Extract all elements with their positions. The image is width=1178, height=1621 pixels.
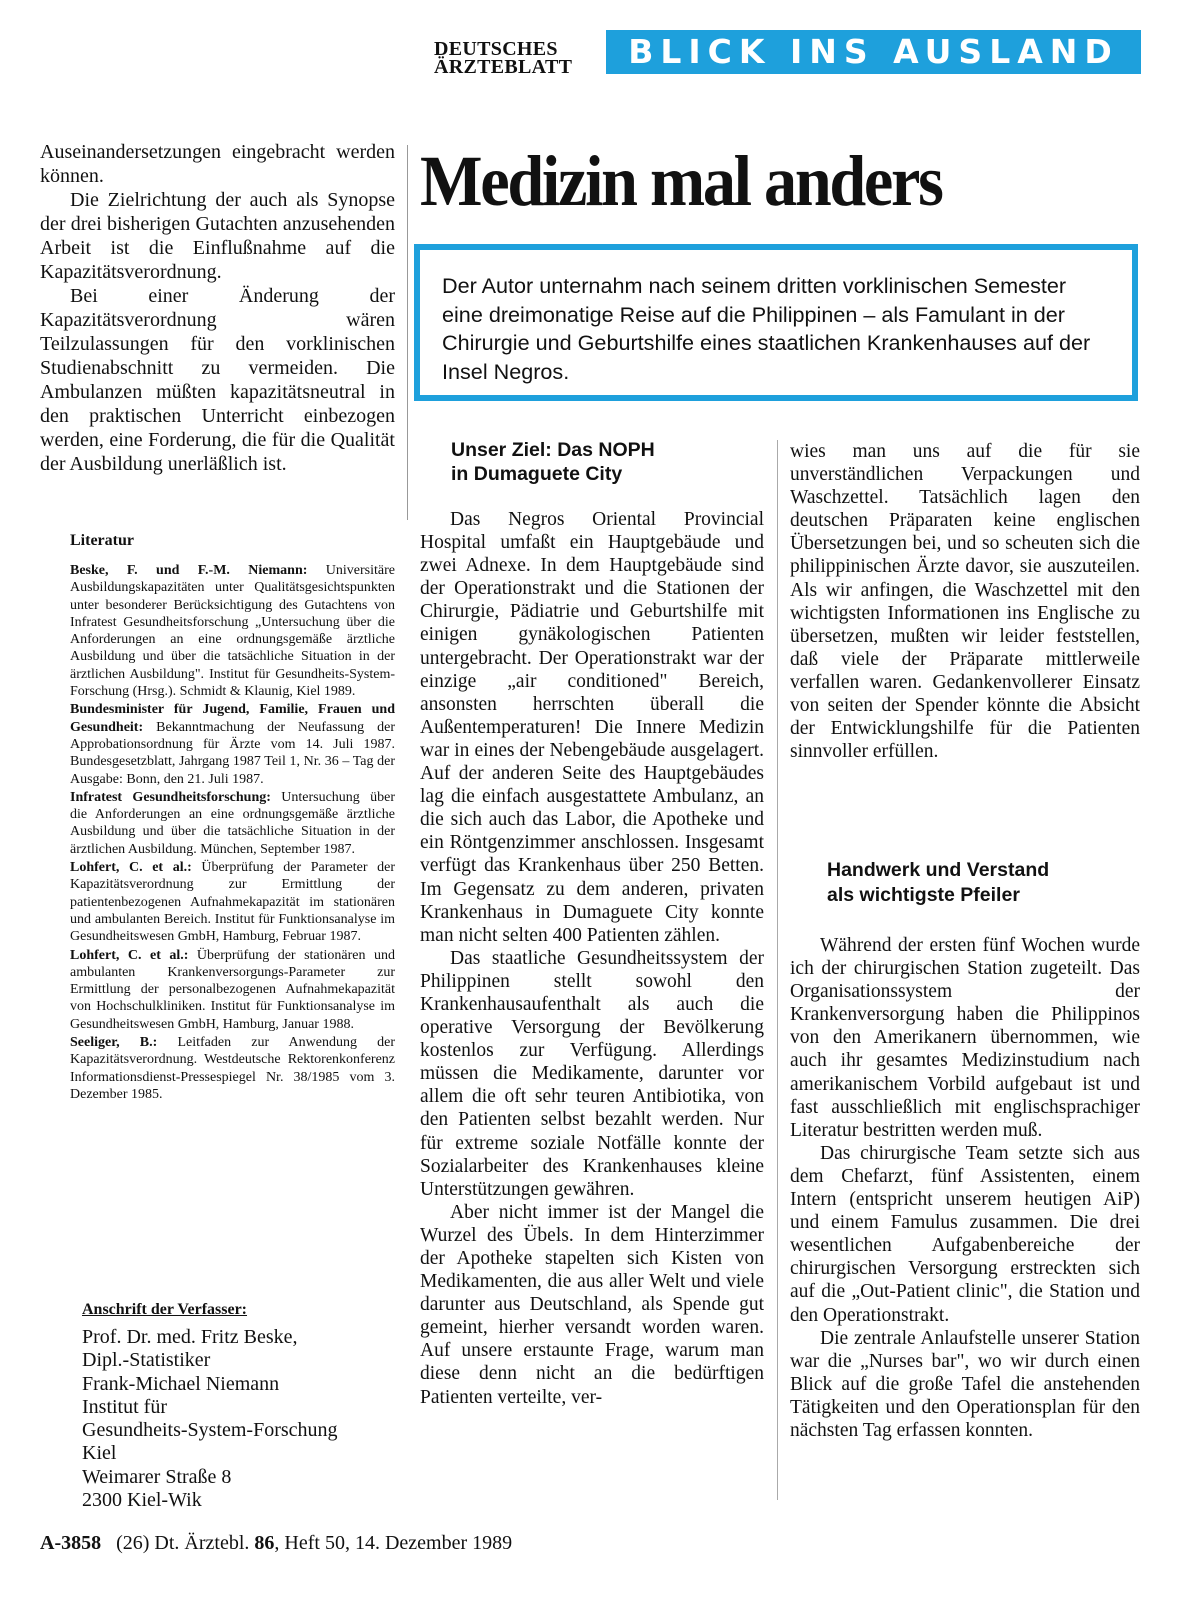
literature-author: Infratest Gesundheitsforschung: bbox=[70, 789, 271, 805]
citation-start: (26) Dt. Ärztebl. bbox=[116, 1532, 255, 1554]
body-paragraph: Die zentrale Anlaufstelle unserer Station war die „Nurses bar", wo wir durch einen Blick auf die große Tafel die anstehenden Tätigkeiten und den Operationsplan für den nächsten Tag erfassen konnten. bbox=[790, 1327, 1140, 1441]
literature-author: Bundesminister für Jugend, Familie, Frauen und Gesundheit: bbox=[70, 702, 395, 735]
citation-volume: 86 bbox=[254, 1532, 275, 1554]
literature-text: Überprüfung der stationären und ambulanten Krankenversorgungs-Parameter zur Ermittlung der personalbezogenen Aufnahmekapazität von Hochschulkliniken. Institut für Funktionsanalyse im Gesundheitswesen GmbH, Hamburg, Januar 1988. bbox=[70, 947, 395, 1032]
literature-text: Untersuchung über die Anforderungen an eine ordnungsgemäße ärztliche Ausbildung und über die tatsächliche Situation in der ärztlichen Ausbildung. München, September 1987. bbox=[70, 789, 395, 857]
body-paragraph: wies man uns auf die für sie unverständlichen Verpackungen und Waschzettel. Tatsächlich lagen den deutschen Präparaten keine englischen Übersetzungen bei, und so scheuten sich die philippinischen Ärzte davor, sie auszuteilen. Als wir anfingen, die Waschzettel mit den wichtigsten Informationen ins Englische zu übersetzen, mußten wir leider feststellen, daß viele der Präparate mittlerweile verfallen waren. Gedankenvollerer Einsatz von seiten der Spender könnte die Absicht der Entwicklungshilfe für die Patienten sinnvoller erfüllen. bbox=[790, 441, 1140, 763]
literature-entry bbox=[70, 562, 395, 700]
body-paragraph: Das Negros Oriental Provincial Hospital umfaßt ein Hauptgebäude und zwei Adnexe. In dem Hauptgebäude sind der Operationstrakt und die Stationen der Chirurgie, Pädiatrie und Geburtshilfe mit einigen gynäkologischen Patienten untergebracht. Der Operationstrakt war der einzige „air conditioned" Bereich, ansonsten herrschten überall die Außentemperaturen! Die Innere Medizin war in eines der Nebengebäude ausgelagert. Auf der anderen Seite des Hauptgebäudes lag die einfach ausgestattete Ambulanz, an die sich auch das Labor, die Apotheke und ein Röntgenzimmer anschlossen. Insgesamt verfügt das Krankenhaus über 250 Betten. Im Gegensatz zu dem anderen, privaten Krankenhaus in Dumaguete City konnte man nicht selten 400 Patienten zählen. bbox=[420, 509, 764, 946]
address-line: Frank-Michael Niemann bbox=[82, 1372, 280, 1395]
address-line: Institut für bbox=[82, 1395, 167, 1418]
literature-text: Bekanntmachung der Neufassung der Approbationsordnung für Ärzte vom 14. Juli 1987. Bundesgesetzblatt, Jahrgang 1987 Teil 1, Nr. 36 – Tag der Ausgabe: Bonn, den 21. Juli 1987. bbox=[70, 719, 395, 787]
body-paragraph: Das chirurgische Team setzte sich aus dem Chefarzt, fünf Assistenten, einem Intern (entspricht unserem heutigen AiP) und einem Famulus zusammen. Die drei wesentlichen Aufgabenbereiche der chirurgischen Versorgung erstreckten sich auf die „Out-Patient clinic", die Station und den Operationstrakt. bbox=[790, 1142, 1140, 1326]
literature-entry bbox=[70, 947, 395, 1033]
article-teaser-text: Der Autor unternahm nach seinem dritten vorklinischen Semester eine dreimonatige Reise auf die Philippinen – als Famulant in der Chirurgie und Geburtshilfe eines staatlichen Krankenhauses auf der Insel Negros. bbox=[442, 273, 1091, 384]
subheading-line: in Dumaguete City bbox=[451, 463, 623, 485]
literature-text: Universitäre Ausbildungskapazitäten unter Qualitätsgesichtspunkten unter besonderer Berücksichtigung des Gutachtens von Infratest Gesundheitsforschung „Untersuchung über die Anforderungen an eine ordnungsgemäße ärztliche Ausbildung und über die tatsächliche Situation in der ärztlichen Ausbildung". Institut für Gesundheits-System-Forschung (Hrsg.). Schmidt & Klaunig, Kiel 1989. bbox=[70, 563, 395, 700]
masthead-line-1: DEUTSCHES bbox=[434, 38, 558, 60]
right-column-text bbox=[790, 440, 1140, 763]
masthead-line-2: ÄRZTEBLATT bbox=[434, 56, 573, 78]
literature-author: Lohfert, C. et al.: bbox=[70, 947, 189, 963]
literature-list bbox=[70, 562, 395, 1104]
literature-text: Leitfaden zur Anwendung der Kapazitätsverordnung. Westdeutsche Rektorenkonferenz Informationsdienst-Pressespiegel Nr. 38/1985 vom 3. Dezember 1985. bbox=[70, 1035, 395, 1102]
right-column-text-2 bbox=[790, 934, 1140, 1442]
literature-author: Beske, F. und F.-M. Niemann: bbox=[70, 563, 308, 578]
page-footer bbox=[40, 1532, 512, 1555]
literature-entry bbox=[70, 1034, 395, 1103]
address-line: Prof. Dr. med. Fritz Beske, bbox=[82, 1326, 298, 1348]
address-line: 2300 Kiel-Wik bbox=[82, 1489, 202, 1512]
literature-heading: Literatur bbox=[70, 532, 134, 549]
subheading-line: als wichtigste Pfeiler bbox=[827, 884, 1020, 906]
left-column-text bbox=[40, 140, 395, 476]
left-paragraph: Auseinandersetzungen eingebracht werden können. bbox=[40, 141, 395, 187]
subheading-line: Unser Ziel: Das NOPH bbox=[451, 439, 655, 461]
address-line: Gesundheits-System-Forschung bbox=[82, 1419, 338, 1442]
subheading-handwerk bbox=[827, 858, 1049, 908]
body-paragraph: Aber nicht immer ist der Mangel die Wurzel des Übels. In dem Hinterzimmer der Apotheke stapelten sich Kisten von Medikamenten, die aus aller Welt und viele darunter aus Deutschland, als Spende gut gemeint, hierher versandt worden waren. Auf unsere erstaunte Frage, warum man diese denn nicht an die bedürftigen Patienten verteilte, ver- bbox=[420, 1201, 764, 1408]
address-heading: Anschrift der Verfasser: bbox=[82, 1301, 248, 1318]
literature-entry bbox=[70, 789, 395, 858]
left-paragraph: Bei einer Änderung der Kapazitätsverordnung wären Teilzulassungen für den vorklinischen Studienabschnitt zu vermeiden. Die Ambulanzen müßten kapazitätsneutral in den praktischen Unterricht einbezogen werden, eine Forderung, die für die Qualität der Ausbildung unerläßlich ist. bbox=[40, 285, 395, 475]
literature-entry bbox=[70, 701, 395, 787]
article-teaser-box bbox=[414, 244, 1138, 401]
middle-column-text bbox=[420, 508, 764, 1409]
body-paragraph: Während der ersten fünf Wochen wurde ich der chirurgischen Station zugeteilt. Das Organisationssystem der Krankenversorgung haben die Philippinos von den Amerikanern übernommen, wie auch ihr gesamtes Medizinstudium nach amerikanischem Vorbild aufgebaut ist und fast ausschließlich mit englischsprachiger Literatur bestritten werden muß. bbox=[790, 935, 1140, 1141]
section-banner: BLICK INS AUSLAND bbox=[606, 30, 1141, 74]
literature-author: Seeliger, B.: bbox=[70, 1035, 158, 1051]
body-paragraph: Das staatliche Gesundheitssystem der Philippinen stellt sowohl den Krankenhausaufenthalt als auch die operative Versorgung der Bevölkerung kostenlos zur Verfügung. Allerdings müssen die Medikamente, darunter vor allem die oft sehr teuren Antibiotika, von den Patienten selbst bezahlt werden. Nur für extreme soziale Notfälle konnte der Sozialarbeiter des Krankenhauses kleine Unterstützungen gewähren. bbox=[420, 947, 764, 1200]
left-paragraph: Die Zielrichtung der auch als Synopse der drei bisherigen Gutachten anzusehenden Arbeit ist die Einflußnahme auf die Kapazitätsverordnung. bbox=[40, 189, 395, 283]
column-divider bbox=[777, 440, 778, 1500]
address-line: Kiel bbox=[82, 1442, 117, 1465]
article-headline: Medizin mal anders bbox=[420, 141, 942, 221]
masthead-logo bbox=[434, 40, 592, 76]
address-line: Dipl.-Statistiker bbox=[82, 1349, 211, 1372]
literature-author: Lohfert, C. et al.: bbox=[70, 860, 192, 876]
column-divider bbox=[407, 145, 408, 520]
subheading-noph bbox=[451, 438, 655, 486]
subheading-line: Handwerk und Verstand bbox=[827, 859, 1050, 881]
address-line: Weimarer Straße 8 bbox=[82, 1465, 232, 1488]
author-address bbox=[82, 1326, 338, 1512]
citation-end: , Heft 50, 14. Dezember 1989 bbox=[274, 1532, 513, 1554]
literature-entry bbox=[70, 859, 395, 945]
literature-text: Überprüfung der Parameter der Kapazitätsverordnung zur Ermittlung der patientenbezogenen Aufnahmekapazität im stationären und ambulanten Bereich. Institut für Funktionsanalyse im Gesundheitswesen GmbH, Hamburg, Februar 1987. bbox=[70, 860, 395, 945]
page-code: A-3858 bbox=[40, 1532, 102, 1554]
